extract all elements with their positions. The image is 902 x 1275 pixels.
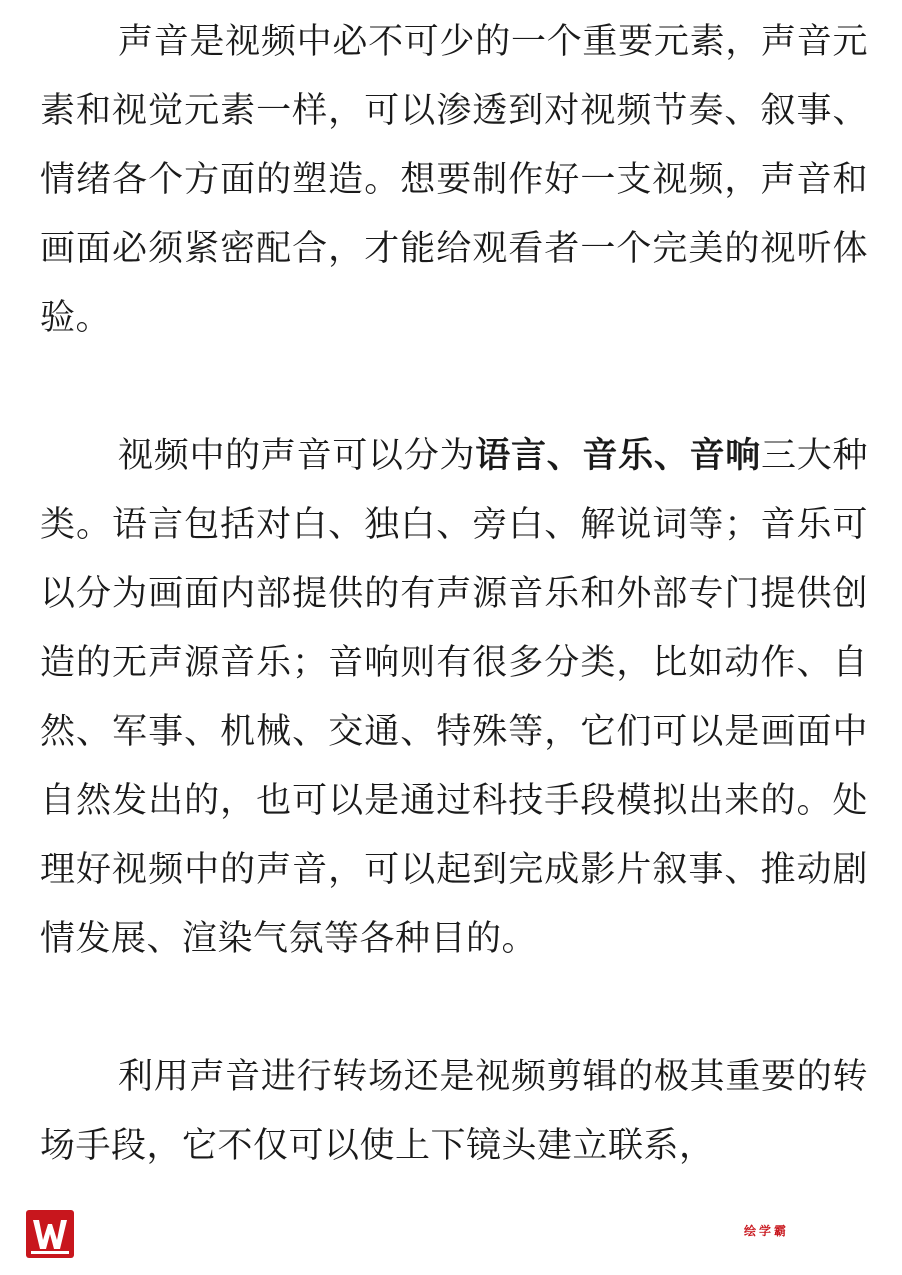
w-logo-icon [26,1210,74,1258]
paragraph-3: 利用声音进行转场还是视频剪辑的极其重要的转场手段，它不仅可以使上下镜头建立联系， [40,1057,868,1166]
watermark-text: 绘学霸 [744,1224,790,1238]
paragraph-2-emphasis: 语言、音乐、音响 [475,436,762,476]
paragraph-2-rest: 三大种类。语言包括对白、独白、旁白、解说词等；音乐可以分为画面内部提供的有声源音乐和外部专门提供创造的无声源音乐；音响则有很多分类，比如动作、自然、军事、机械、交通、特殊等，它们可以是画面中自然发出的，也可以是通过科技手段模拟出来的。处理好视频中的声音，可以起到完成影片叙事、推动剧情发展、渲染气氛等各种目的。 [40,436,868,959]
paragraph-2-lead: 视频中的声音可以分为 [118,436,476,476]
article-body [40,8,868,1181]
paragraph-2 [40,422,868,974]
paragraph-1: 声音是视频中必不可少的一个重要元素，声音元素和视觉元素一样，可以渗透到对视频节奏、叙事、情绪各个方面的塑造。想要制作好一支视频，声音和画面必须紧密配合，才能给观看者一个完美的视听体验。 [40,22,868,338]
